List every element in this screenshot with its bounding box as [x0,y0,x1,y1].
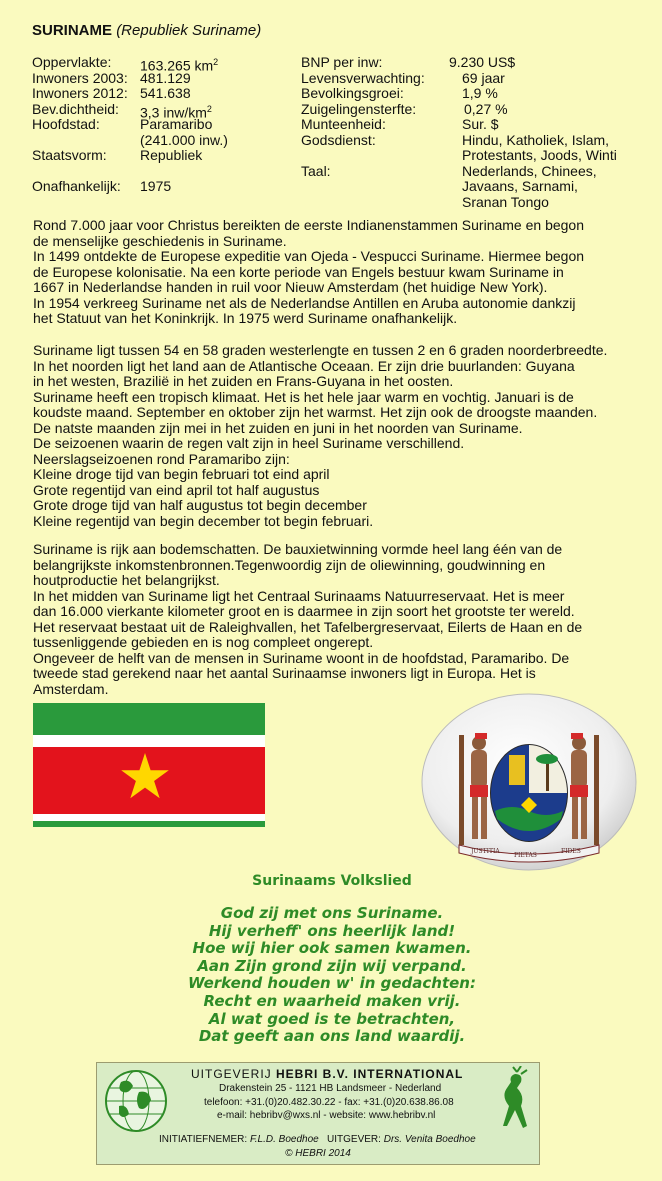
flag-green-bottom [33,821,265,827]
text-line: tussenliggende gebieden en is nog compleet ongerept. [33,634,374,650]
anthem-line: God zij met ons Suriname. [220,904,444,922]
text-line: Kleine droge tijd van begin februari tot eind april [33,466,330,482]
fact-value: Sranan Tongo [462,193,549,210]
facts-right [301,55,641,210]
fact-value: 1,9 % [462,85,498,101]
text-line: De natste maanden zijn mei in het zuiden en juni in het noorden van Suriname. [33,419,523,436]
text-line: Rond 7.000 jaar voor Christus bereikten de eerste Indianenstammen Suriname en begon [33,217,584,233]
facts-left [32,55,302,200]
fact-label: Staatsvorm: [32,147,107,163]
text-line: houtproductie het belangrijkst. [33,572,220,588]
publisher-phone: telefoon: +31.(0)20.482.30.22 - fax: +31.(0)20.638.86.08 [204,1097,454,1108]
text-line: Suriname heeft een tropisch klimaat. Het is het hele jaar warm en vochtig. Januari is de [33,388,574,405]
suriname-flag [33,703,265,827]
fact-value: Nederlands, Chinees, [462,162,597,179]
fact-label: Bevolkingsgroei: [301,85,404,101]
text-line: het Statuut van het Koninkrijk. In 1975 werd Suriname onafhankelijk. [33,310,458,326]
fact-label: BNP per inw: [301,54,383,70]
text-line: In het noorden ligt het land aan de Atlantische Oceaan. Er zijn drie buurlanden: Guyana [33,357,575,374]
country-name: SURINAME [32,22,113,39]
credits-line: INITIATIEFNEMER: F.L.D. Boedhoe UITGEVER: Drs. Venita Boedhoe [159,1134,476,1145]
text-line: Kleine regentijd van begin december tot begin februari. [33,512,374,529]
fact-label: Oppervlakte: [32,54,112,70]
text-line: Het reservaat bestaat uit de Raleighvallen, het Tafelbergreservaat, Eilerts de Haan en de [33,618,583,635]
fact-value: (241.000 inw.) [140,131,228,148]
fact-label: Levensverwachting: [301,69,425,86]
text-line: Neerslagseizoenen rond Paramaribo zijn: [33,450,290,467]
fact-value: Hindu, Katholiek, Islam, [462,131,610,148]
shield [491,745,567,841]
coat-of-arms [421,693,637,871]
history-paragraph [33,218,633,327]
fact-label: Hoofdstad: [32,116,100,132]
anthem-line: Aan Zijn grond zijn wij verpand. [197,956,467,975]
flag-green-top [33,703,265,735]
fact-value: 0,27 % [464,100,508,117]
fact-label: Munteenheid: [301,116,386,132]
text-line: in het westen, Brazilië in het zuiden en Frans-Guyana in het oosten. [33,373,454,389]
fact-value: 1975 [140,178,172,194]
flag-white-top [33,735,265,747]
text-line: Ongeveer de helft van de mensen in Suriname woont in de hoofdstad, Paramaribo. De [33,649,570,666]
publisher-footer [96,1062,540,1165]
text-line: Amsterdam. [33,680,109,697]
text-line: 1667 in Nederlandse handen in ruil voor Nieuw Amsterdam (het huidige New York). [33,279,548,295]
fact-label: Onafhankelijk: [32,178,121,194]
fact-value: Paramaribo [140,116,213,132]
fact-value: 9.230 US$ [449,54,516,70]
fact-value: 69 jaar [462,69,505,86]
official-name: (Republiek Suriname) [116,22,262,39]
anthem-text [96,905,568,1046]
fact-value: 163.265 $km^2$ [140,57,219,74]
fact-value: Javaans, Sarnami, [462,178,578,194]
text-line: In 1954 verkreeg Suriname net als de Nederlandse Antillen en Aruba autonomie dankzij [33,294,576,311]
fact-value: Protestants, Joods, Winti [462,147,617,163]
ship-icon [509,755,525,785]
anthem-line: Hoe wij hier ook samen kwamen. [192,939,472,958]
fact-value: 541.638 [140,85,191,101]
anthem-title: Surinaams Volkslied [252,873,412,889]
text-line: Suriname is rijk aan bodemschatten. De bauxietwinning vormde heel lang één van de [33,541,563,557]
fact-label: Inwoners 2003: [32,69,128,86]
text-line: belangrijkste inkomstenbronnen.Tegenwoordig zijn de oliewinning, goudwinning en [33,556,546,573]
page-title [32,22,261,39]
publisher-contact: e-mail: hebribv@wxs.nl - website: www.hebribv.nl [217,1110,436,1121]
fact-label: Zuigelingensterfte: [301,100,417,117]
fact-label: Godsdienst: [301,131,376,148]
text-line: Grote droge tijd van half augustus tot begin december [33,497,367,513]
text-line: tweede stad gerekend naar het aantal Surinaamse inwoners ligt in Europa. Het is [33,665,536,681]
text-line: Suriname ligt tussen 54 en 58 graden westerlengte en tussen 2 en 6 graden noorderbreedte. [33,342,608,358]
fact-value: 481.129 [140,69,191,86]
motto-word: FIDES [561,848,581,855]
anthem-line: Hij verheff' ons heerlijk land! [208,921,456,940]
text-line: dan 16.000 vierkante kilometer groot en is daarmee in zijn soort het grootste ter wereld. [33,603,575,619]
anthem-line: Al wat goed is te betrachten, [208,1009,456,1028]
text-line: de Europese kolonisatie. Na een korte periode van Engels bestuur kwam Suriname in [33,263,564,280]
fact-label: Taal: [301,162,331,179]
anthem-line: Dat geeft aan ons land waardij. [198,1027,466,1046]
text-line: In 1499 ontdekte de Europese expeditie van Ojeda - Vespucci Suriname. Hiermee begon [33,248,585,264]
motto-word: PIETAS [514,852,537,859]
anthem-line: Werkend houden w' in gedachten: [188,974,476,993]
text-line: In het midden van Suriname ligt het Centraal Surinaams Natuurreservaat. Het is meer [33,587,565,604]
palm-tree-icon [546,761,549,791]
motto-word: JUSTITIA [471,848,500,855]
text-line: Grote regentijd van eind april tot half augustus [33,481,320,498]
economy-paragraph [33,542,633,697]
fact-value: Republiek [140,147,203,163]
geography-paragraph [33,343,633,529]
text-line: koudste maand. September en oktober zijn het warmst. Het zijn ook de droogste maanden. [33,404,598,420]
fact-label: Inwoners 2012: [32,85,128,101]
publisher-address: Drakenstein 25 - 1121 HB Landsmeer - Nederland [219,1083,442,1094]
fact-value: Sur. $ [462,116,499,132]
fact-value: 3,3 inw/$km^2$ [140,103,212,121]
publisher-name: UITGEVERIJ HEBRI B.V. INTERNATIONAL [191,1067,464,1081]
text-line: de menselijke geschiedenis in Suriname. [33,232,287,249]
deer-logo-icon [491,1066,535,1132]
anthem-line: Recht en waarheid maken vrij. [203,991,461,1010]
fact-label: Bev.dichtheid: [32,100,119,117]
copyright: © HEBRI 2014 [285,1148,351,1159]
text-line: De seizoenen waarin de regen valt zijn in heel Suriname verschillend. [33,435,465,451]
globe-logo-icon [103,1068,169,1134]
